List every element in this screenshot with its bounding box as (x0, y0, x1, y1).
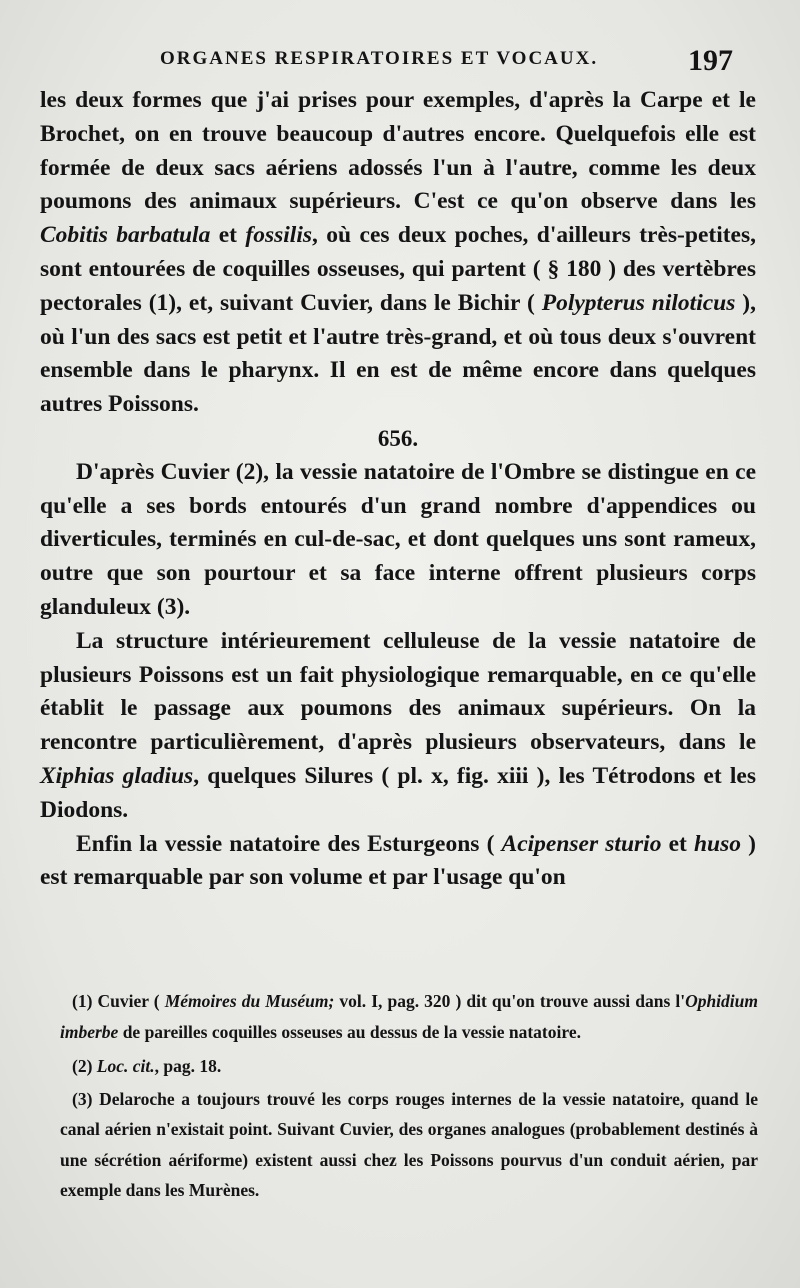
text-run: ) est remarquable par son volume et par l'usage qu'on (40, 830, 756, 891)
paragraph-3 (40, 625, 756, 828)
paragraph-1 (40, 84, 756, 422)
text-run: vol. I, pag. 320 ) dit qu'on trouve aussi dans l' (334, 991, 686, 1011)
footnotes (60, 986, 758, 1206)
citation-title: Mémoires du Muséum; (164, 991, 335, 1011)
text-run: Enfin la vessie natatoire des Esturgeons ( (76, 830, 502, 857)
text-run: (1) Cuvier ( (72, 991, 165, 1011)
species-name: Cobitis barbatula (40, 222, 211, 249)
page-number: 197 (688, 44, 733, 77)
running-head (0, 44, 800, 88)
text-run: et (661, 830, 694, 857)
paragraph-4 (40, 828, 756, 896)
species-name: Xiphias gladius (40, 762, 194, 789)
citation-abbrev: Loc. cit. (96, 1056, 155, 1076)
text-run: les deux formes que j'ai prises pour exemples, d'après la Carpe et le Brochet, on en trouve beaucoup d'autres encore. Quelquefois elle est formée de deux sacs aériens adossés l'un à l'autre, comme les deux poumons des animaux supérieurs. C'est ce qu'on observe dans les (40, 87, 756, 215)
species-name: huso (693, 830, 742, 857)
species-name: Polypterus niloticus (541, 289, 736, 316)
text-run: (2) (72, 1056, 97, 1076)
text-run: , pag. 18. (154, 1056, 222, 1076)
running-title: ORGANES RESPIRATOIRES ET VOCAUX. (160, 48, 599, 69)
footnote-3: (3) Delaroche a toujours trouvé les corps rouges internes de la vessie natatoire, quand le canal aérien n'existait point. Suivant Cuvier, des organes analogues (probablement destinés à une sécrétion aériforme) existent aussi chez les Poissons pourvus d'un conduit aérien, par exemple dans les Murènes. (60, 1088, 758, 1200)
footnote-1 (60, 986, 758, 1047)
species-name: fossilis (245, 222, 313, 249)
paragraph-2: D'après Cuvier (2), la vessie natatoire de l'Ombre se distingue en ce qu'elle a ses bords entourés d'un grand nombre d'appendices ou diverticules, terminés en cul-de-sac, et dont quelques uns sont rameux, outre que son pourtour et sa face interne offrent plusieurs corps glanduleux (3). (40, 458, 756, 620)
text-run: , où ces deux poches, d'ailleurs très-petites, sont entourées de coquilles osseuses, qui partent ( § 180 ) des vertèbres pectorales (1), et, suivant Cuvier, dans le Bichir ( (40, 222, 757, 316)
main-text (40, 84, 756, 895)
footnote-2 (60, 1051, 758, 1082)
species-name: Ophidium imberbe (60, 991, 759, 1042)
text-run: , quelques Silures ( pl. x, fig. xiii ), les Tétrodons et les Diodons. (40, 762, 756, 823)
section-number: 656. (377, 425, 419, 451)
text-run: ), où l'un des sacs est petit et l'autre très-grand, et où tous deux s'ouvrent ensemble dans le pharynx. Il en est de même encore dans quelques autres Poissons. (40, 289, 757, 418)
text-run: de pareilles coquilles osseuses au dessus de la vessie natatoire. (118, 1021, 581, 1042)
species-name: Acipenser sturio (501, 830, 662, 857)
text-run: La structure intérieurement celluleuse de la vessie natatoire de plusieurs Poissons est un fait physiologique remarquable, en ce qu'elle établit le passage aux poumons des animaux supérieurs. On la rencontre particulièrement, d'après plusieurs observateurs, dans le (40, 627, 756, 756)
text-run: et (210, 222, 246, 249)
